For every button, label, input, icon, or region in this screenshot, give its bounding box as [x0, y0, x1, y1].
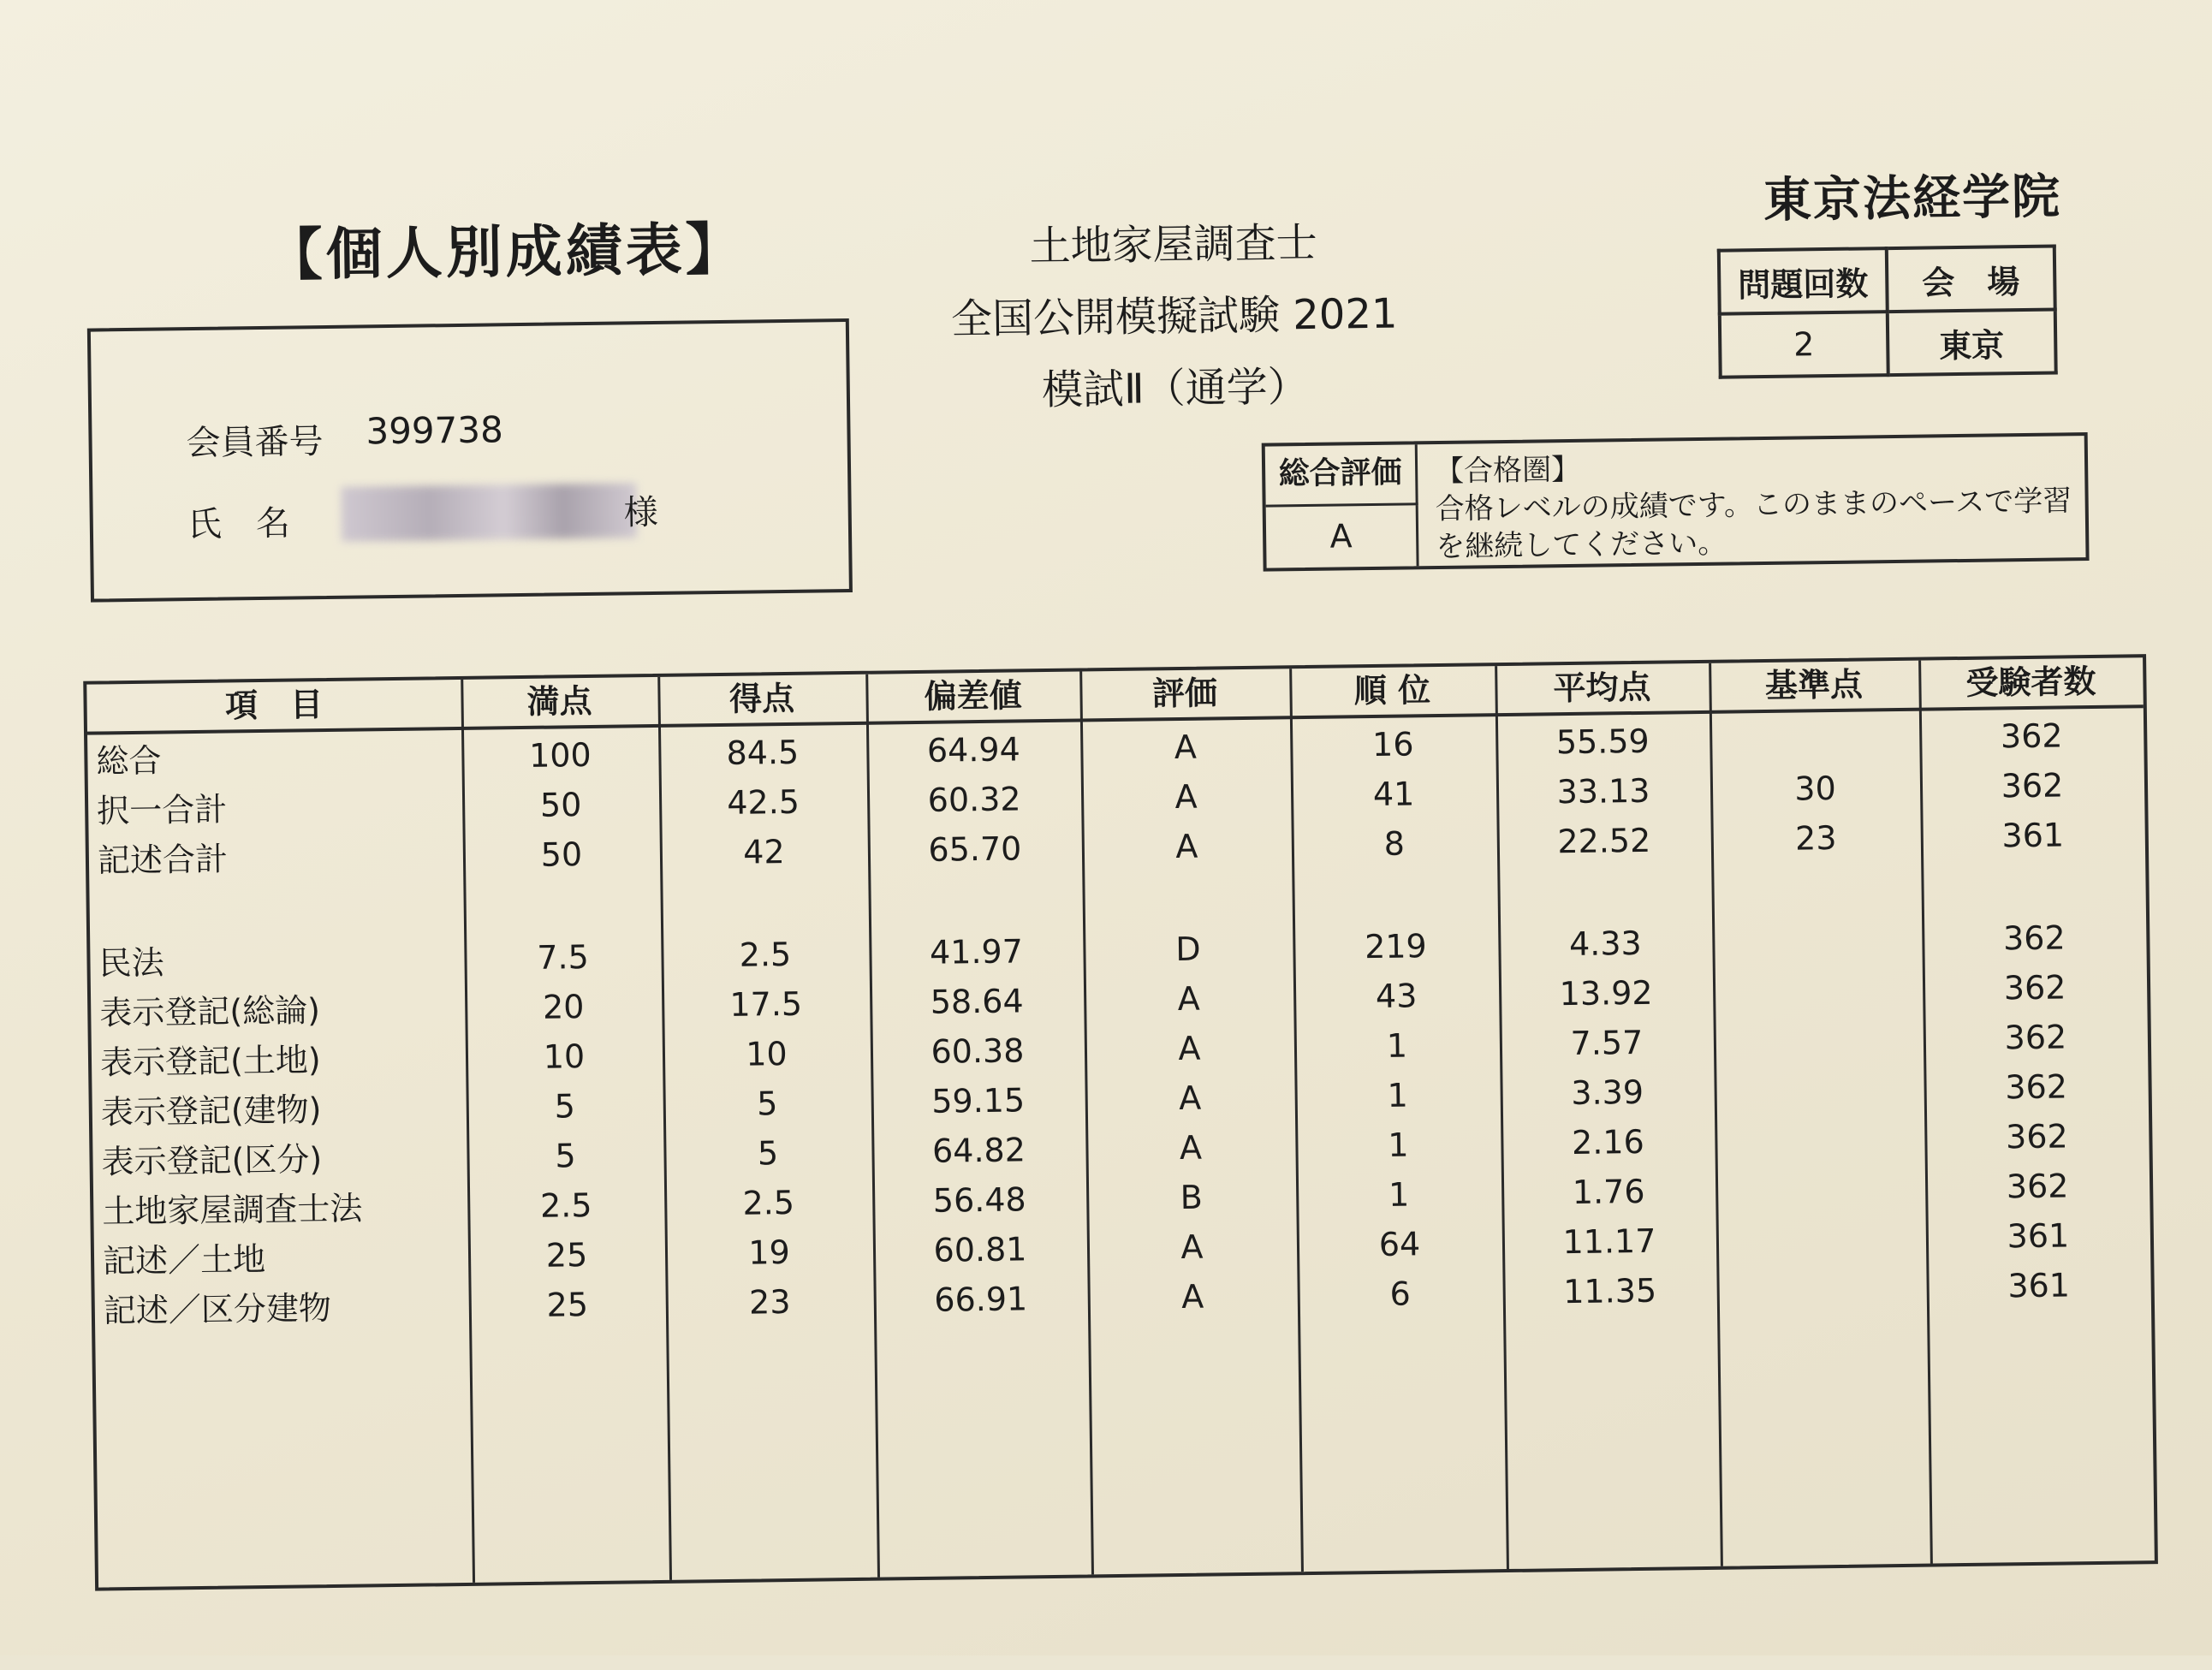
- cell-deviation: 41.97: [929, 932, 1024, 972]
- cell-score: 17.5: [729, 984, 803, 1024]
- member-number-label: 会員番号: [186, 422, 324, 464]
- cell-full-score: 5: [555, 1137, 576, 1175]
- cell-score: 19: [748, 1233, 790, 1272]
- cell-examinees: 361: [2001, 816, 2065, 855]
- cell-average: 2.16: [1571, 1122, 1645, 1162]
- cell-deviation: 66.91: [934, 1280, 1028, 1319]
- cell-reference: [1714, 1063, 1924, 1117]
- cell-score: 10: [746, 1035, 788, 1073]
- cell-rank: 43: [1375, 977, 1418, 1015]
- cell-item: 土地家屋調査士法: [102, 1189, 363, 1231]
- cell-evaluation: A: [1177, 979, 1200, 1019]
- cell-rank: 16: [1371, 725, 1414, 764]
- overall-grade-box: [1262, 432, 2090, 572]
- cell-deviation: 65.70: [928, 829, 1022, 869]
- cell-evaluation: B: [1180, 1178, 1204, 1217]
- school-name: 東京法経学院: [1763, 169, 2062, 229]
- cell-full-score: 10: [543, 1037, 586, 1076]
- cell-examinees: 362: [2004, 1018, 2067, 1057]
- cell-evaluation: A: [1178, 1029, 1201, 1068]
- cell-score: 42: [742, 833, 785, 871]
- cell-examinees: 361: [2007, 1266, 2071, 1305]
- cell-rank: 1: [1388, 1175, 1410, 1214]
- cell-evaluation: A: [1180, 1277, 1204, 1316]
- header-rank: 順 位: [1353, 671, 1431, 710]
- grade-comment: 合格レベルの成績です。このままのペースで学習を継続してください。: [1435, 484, 2072, 565]
- header-average: 平均点: [1553, 668, 1651, 708]
- cell-average: 55.59: [1555, 722, 1650, 762]
- cell-item: 記述／区分建物: [103, 1288, 332, 1330]
- score-table: [83, 654, 2158, 1590]
- header-item: 項 目: [224, 686, 324, 725]
- cell-average: 1.76: [1572, 1172, 1645, 1212]
- cell-deviation: 58.64: [930, 982, 1024, 1021]
- venue-label: 会 場: [1887, 247, 2055, 312]
- cell-reference: [1710, 712, 1920, 766]
- exam-title-line-1: 土地家屋調査士: [1029, 218, 1318, 271]
- cell-reference: 30: [1794, 769, 1836, 808]
- document-title: 【個人別成績表】: [265, 216, 746, 288]
- cell-examinees: 361: [2007, 1216, 2070, 1256]
- cell-score: 42.5: [727, 782, 800, 822]
- cell-rank: 8: [1383, 824, 1406, 863]
- header-deviation: 偏差値: [924, 676, 1022, 716]
- cell-item: 表示登記(建物): [100, 1091, 322, 1132]
- cell-evaluation: A: [1179, 1128, 1203, 1168]
- cell-evaluation: A: [1180, 1227, 1204, 1266]
- header-reference: 基準点: [1764, 665, 1864, 705]
- cell-full-score: 100: [528, 735, 592, 775]
- cell-score: 84.5: [726, 733, 800, 772]
- cell-full-score: 50: [540, 835, 583, 874]
- cell-average: 11.35: [1563, 1271, 1657, 1311]
- cell-average: 33.13: [1556, 771, 1650, 811]
- cell-deviation: 64.94: [926, 730, 1021, 770]
- cell-examinees: 362: [2002, 918, 2066, 958]
- cell-reference: [1712, 914, 1923, 968]
- cell-average: 4.33: [1568, 924, 1642, 964]
- cell-rank: 1: [1386, 1026, 1408, 1065]
- cell-evaluation: A: [1174, 777, 1198, 817]
- exam-title: [899, 205, 1449, 428]
- cell-examinees: 362: [2000, 716, 2063, 756]
- round-label: 問題回数: [1719, 248, 1888, 314]
- overall-grade-message: [1435, 444, 2078, 566]
- cell-evaluation: A: [1174, 728, 1198, 767]
- cell-reference: [1713, 964, 1924, 1018]
- cell-deviation: 64.82: [931, 1131, 1026, 1170]
- cell-reference: [1715, 1113, 1925, 1167]
- cell-full-score: 20: [542, 988, 585, 1026]
- cell-examinees: 362: [2001, 766, 2064, 805]
- cell-rank: 64: [1378, 1225, 1421, 1263]
- cell-deviation: 60.32: [927, 780, 1021, 819]
- cell-deviation: 56.48: [932, 1180, 1026, 1220]
- session-table: [1717, 245, 2058, 379]
- cell-full-score: 5: [554, 1087, 576, 1126]
- cell-reference: [1715, 1162, 1926, 1216]
- cell-rank: 6: [1389, 1275, 1412, 1313]
- cell-full-score: 50: [539, 786, 582, 824]
- cell-full-score: 25: [546, 1286, 589, 1324]
- cell-examinees: 362: [2006, 1167, 2069, 1206]
- overall-grade-label: 総合評価: [1265, 444, 1418, 507]
- cell-examinees: 362: [2005, 1067, 2068, 1107]
- cell-score: 2.5: [739, 935, 792, 974]
- cell-score: 5: [756, 1085, 778, 1123]
- cell-average: 7.57: [1570, 1023, 1644, 1063]
- cell-full-score: 7.5: [536, 938, 589, 977]
- cell-examinees: 362: [2003, 968, 2066, 1007]
- exam-title-line-3: 模試Ⅱ（通学）: [1041, 362, 1310, 415]
- cell-reference: [1716, 1262, 1927, 1316]
- cell-score: 5: [757, 1134, 779, 1173]
- cell-item: 記述／土地: [102, 1239, 266, 1281]
- name-label: 氏 名: [187, 503, 291, 545]
- cell-rank: 1: [1387, 1076, 1409, 1114]
- cell-evaluation: D: [1175, 930, 1201, 969]
- cell-reference: 23: [1794, 818, 1837, 858]
- cell-examinees: 362: [2005, 1117, 2068, 1156]
- cell-average: 11.17: [1562, 1221, 1656, 1262]
- member-number-value: 399738: [366, 408, 504, 453]
- cell-evaluation: A: [1178, 1079, 1202, 1118]
- round-value: 2: [1720, 312, 1888, 377]
- cell-rank: 219: [1364, 927, 1427, 966]
- venue-value: 東京: [1888, 310, 2056, 376]
- pass-zone-label: 【合格圏】: [1434, 452, 1581, 490]
- cell-reference: [1716, 1212, 1927, 1266]
- cell-score: 23: [748, 1282, 791, 1322]
- cell-item: 択一合計: [96, 790, 228, 830]
- cell-rank: 1: [1388, 1126, 1409, 1164]
- cell-deviation: 60.81: [933, 1230, 1027, 1269]
- exam-title-line-2: 全国公開模擬試験 2021: [950, 289, 1398, 344]
- cell-item: 民法: [98, 943, 164, 983]
- cell-reference: [1714, 1013, 1924, 1067]
- cell-item: 表示登記(総論): [99, 991, 321, 1032]
- header-full-score: 満点: [526, 681, 592, 721]
- cell-rank: 41: [1372, 775, 1415, 814]
- cell-average: 22.52: [1557, 821, 1651, 861]
- cell-deviation: 60.38: [931, 1031, 1025, 1071]
- cell-average: 3.39: [1571, 1073, 1644, 1113]
- cell-item: 総合: [96, 741, 162, 781]
- name-suffix: 様: [623, 492, 659, 533]
- header-evaluation: 評価: [1151, 674, 1218, 713]
- header-examinees: 受験者数: [1965, 662, 2096, 702]
- redacted-name: [341, 483, 637, 542]
- cell-score: 2.5: [742, 1183, 795, 1222]
- cell-full-score: 2.5: [539, 1186, 592, 1225]
- cell-item: 記述合計: [97, 840, 229, 880]
- header-score: 得点: [728, 679, 795, 718]
- cell-evaluation: A: [1175, 827, 1198, 866]
- member-info-box: [87, 318, 853, 603]
- cell-full-score: 25: [545, 1236, 588, 1275]
- cell-item: 表示登記(土地): [99, 1041, 321, 1082]
- overall-grade-value: A: [1266, 505, 1419, 568]
- cell-deviation: 59.15: [931, 1081, 1026, 1120]
- cell-average: 13.92: [1559, 973, 1653, 1013]
- cell-item: 表示登記(区分): [101, 1140, 323, 1181]
